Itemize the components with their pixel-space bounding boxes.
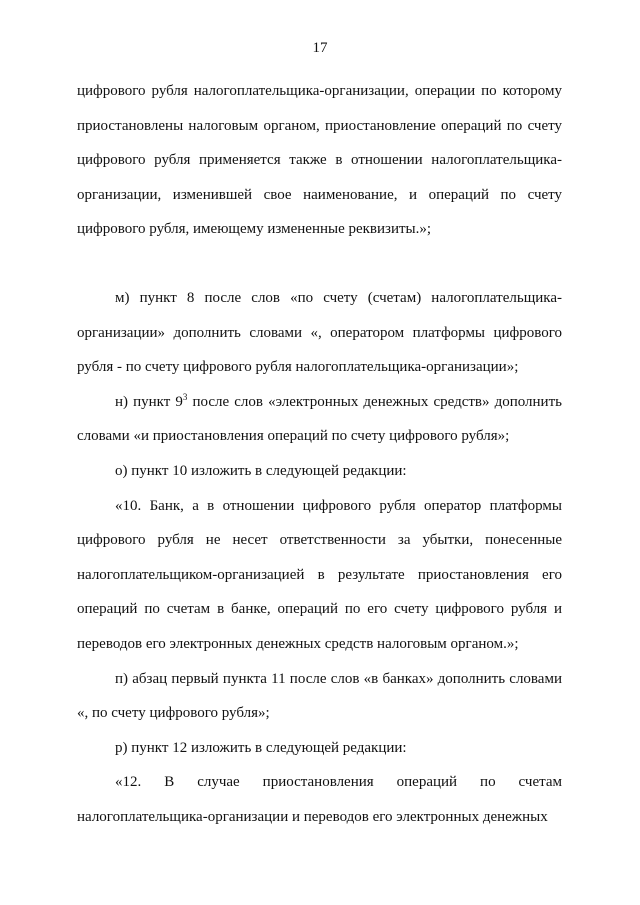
paragraph-item-p: п) абзац первый пункта 11 после слов «в банках» дополнить словами «, по счету цифрового рубля»; xyxy=(77,670,562,722)
paragraph-item-m: м) пункт 8 после слов «по счету (счетам) налогоплательщика-организации» дополнить словами «, оператором платформы цифрового рубля - по счету цифрового рубля налогоплательщика-организации»; xyxy=(77,289,562,376)
paragraph-quote-10: «10. Банк, а в отношении цифрового рубля оператор платформы цифрового рубля не несет ответственности за убытки, понесенные налогоплательщиком-организацией в результате приостановления его операций по счетам в банке, операций по его счету цифрового рубля и переводов его электронных денежных средств налоговым органом.»; xyxy=(77,497,562,652)
paragraph-item-o: о) пункт 10 изложить в следующей редакции: xyxy=(115,462,407,479)
paragraph-item-n-rest: после слов «электронных денежных средств» дополнить словами «и приостановления операций по счету цифрового рубля»; xyxy=(77,393,562,445)
paragraph-item-r: р) пункт 12 изложить в следующей редакции: xyxy=(115,739,407,756)
document-body xyxy=(77,74,562,834)
page-number: 17 xyxy=(312,40,328,56)
superscript-3: 3 xyxy=(182,391,188,402)
paragraph-item-n-start: н) пункт 9 xyxy=(115,393,183,410)
paragraph-item-n xyxy=(77,385,562,454)
paragraph-quote-12: «12. В случае приостановления операций по счетам налогоплательщика-организации и переводов его электронных денежных xyxy=(77,774,562,825)
paragraph-continuation: цифрового рубля налогоплательщика-организации, операции по которому приостановлены налоговым органом, приостановление операций по счету цифрового рубля применяется также в отношении налогоплательщика-организации, изменившей свое наименование, и операций по счету цифрового рубля, имеющему измененные реквизиты.»; xyxy=(77,83,562,238)
